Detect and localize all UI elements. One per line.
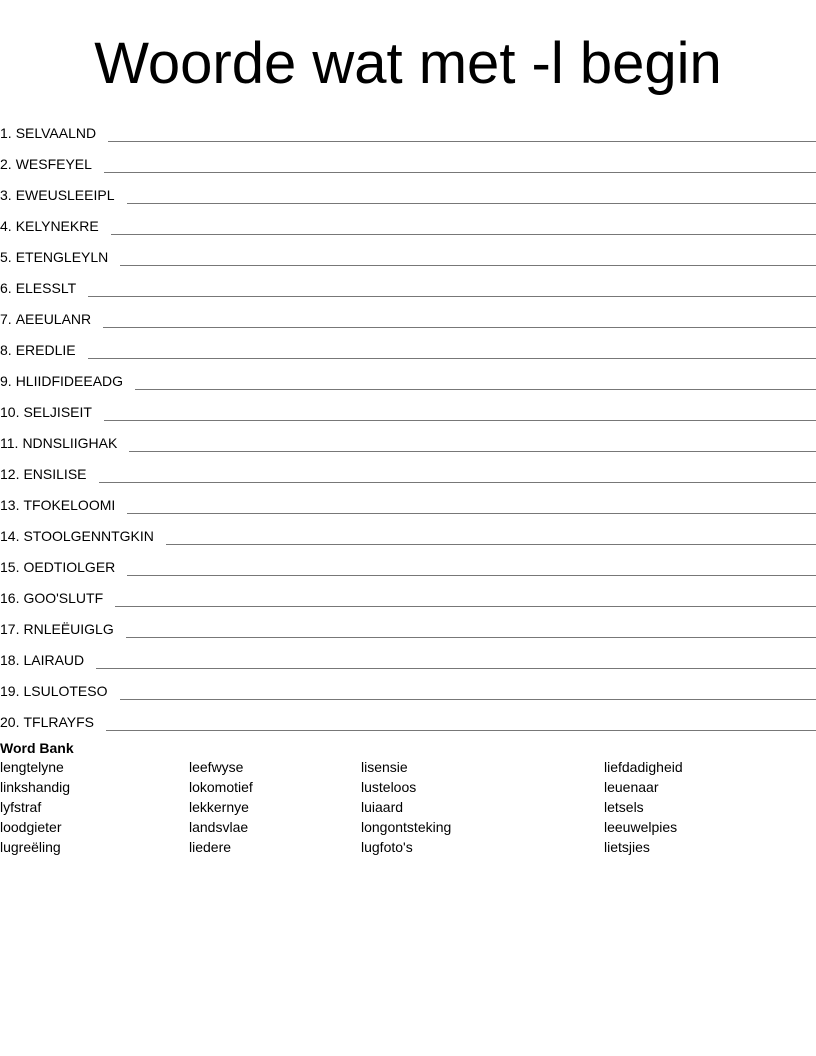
scrambled-word: GOO'SLUTF: [23, 590, 104, 606]
scrambled-word: EREDLIE: [15, 342, 76, 358]
worksheet-title: Woorde wat met -l begin: [94, 31, 722, 96]
question-number: 10.: [0, 404, 20, 420]
word-bank-word: lisensie: [361, 759, 408, 775]
question-number: 11.: [0, 435, 19, 451]
answer-line[interactable]: [127, 512, 816, 514]
scrambled-word: RNLEËUIGLG: [23, 621, 114, 637]
question-row: [0, 514, 816, 545]
question-label: [0, 280, 76, 297]
word-bank: [0, 739, 816, 857]
question-number: 5.: [0, 249, 12, 265]
question-label: [0, 497, 115, 514]
answer-line[interactable]: [88, 357, 816, 359]
answer-line[interactable]: [104, 419, 816, 421]
question-label: [0, 156, 92, 173]
answer-line[interactable]: [111, 233, 816, 235]
question-row: [0, 452, 816, 483]
word-bank-word: linkshandig: [0, 779, 71, 795]
question-label: [0, 404, 92, 421]
question-row: [0, 235, 816, 266]
question-row: [0, 173, 816, 204]
scrambled-word: LAIRAUD: [23, 652, 85, 668]
question-row: [0, 607, 816, 638]
question-label: [0, 342, 76, 359]
answer-line[interactable]: [88, 295, 816, 297]
word-bank-column: [189, 757, 253, 857]
scrambled-word: TFLRAYFS: [23, 714, 94, 730]
question-label: [0, 714, 94, 731]
answer-line[interactable]: [135, 388, 816, 390]
answer-line[interactable]: [115, 605, 816, 607]
question-number: 14.: [0, 528, 20, 544]
answer-line[interactable]: [129, 450, 816, 452]
scrambled-word: OEDTIOLGER: [23, 559, 116, 575]
word-bank-word: leefwyse: [189, 759, 244, 775]
answer-line[interactable]: [106, 729, 816, 731]
scrambled-word: LSULOTESO: [23, 683, 108, 699]
question-label: [0, 683, 108, 700]
word-bank-word: lyfstraf: [0, 799, 42, 815]
scrambled-word: KELYNEKRE: [15, 218, 99, 234]
scrambled-word: HLIIDFIDEEADG: [15, 373, 124, 389]
question-label: [0, 311, 91, 328]
question-row: [0, 545, 816, 576]
word-bank-column: [604, 757, 683, 857]
question-row: [0, 142, 816, 173]
answer-line[interactable]: [104, 171, 816, 173]
question-number: 18.: [0, 652, 20, 668]
question-number: 6.: [0, 280, 12, 296]
question-label: [0, 466, 87, 483]
word-bank-word: leuenaar: [604, 779, 659, 795]
question-row: [0, 638, 816, 669]
answer-line[interactable]: [127, 574, 816, 576]
scrambled-word: WESFEYEL: [15, 156, 92, 172]
word-bank-word: lugfoto's: [361, 839, 413, 855]
question-label: [0, 528, 154, 545]
question-row: [0, 483, 816, 514]
word-bank-word: letsels: [604, 799, 644, 815]
word-bank-word: lengtelyne: [0, 759, 64, 775]
scrambled-word: EWEUSLEEIPL: [15, 187, 115, 203]
answer-line[interactable]: [126, 636, 816, 638]
word-bank-column: [361, 757, 451, 857]
question-row: [0, 359, 816, 390]
word-bank-heading: Word Bank: [0, 740, 74, 756]
question-label: [0, 125, 96, 142]
word-bank-grid: [0, 757, 816, 857]
answer-line[interactable]: [120, 698, 816, 700]
word-bank-word: lugreëling: [0, 839, 61, 855]
scrambled-word: SELVAALND: [15, 125, 97, 141]
question-number: 9.: [0, 373, 12, 389]
word-bank-word: lekkernye: [189, 799, 249, 815]
answer-line[interactable]: [96, 667, 816, 669]
question-row: [0, 700, 816, 731]
word-bank-word: longontsteking: [361, 819, 452, 835]
question-number: 7.: [0, 311, 12, 327]
word-bank-word: lokomotief: [189, 779, 253, 795]
question-row: [0, 421, 816, 452]
question-label: [0, 373, 123, 390]
question-label: [0, 559, 115, 576]
word-bank-word: leeuwelpies: [604, 819, 678, 835]
question-number: 8.: [0, 342, 12, 358]
answer-line[interactable]: [127, 202, 816, 204]
word-bank-word: lietsjies: [604, 839, 650, 855]
word-bank-word: liefdadigheid: [604, 759, 683, 775]
word-bank-word: landsvlae: [189, 819, 249, 835]
scrambled-word: NDNSLIIGHAK: [22, 435, 118, 451]
question-label: [0, 187, 115, 204]
question-number: 16.: [0, 590, 20, 606]
scrambled-word: TFOKELOOMI: [23, 497, 116, 513]
question-row: [0, 204, 816, 235]
question-number: 4.: [0, 218, 12, 234]
scrambled-word: ETENGLEYLN: [15, 249, 109, 265]
question-row: [0, 328, 816, 359]
question-label: [0, 218, 99, 235]
word-bank-word: luiaard: [361, 799, 404, 815]
question-label: [0, 249, 108, 266]
question-number: 3.: [0, 187, 12, 203]
scrambled-word: ELESSLT: [15, 280, 77, 296]
answer-line[interactable]: [99, 481, 816, 483]
scrambled-word: STOOLGENNTGKIN: [23, 528, 154, 544]
question-number: 19.: [0, 683, 20, 699]
question-number: 17.: [0, 621, 20, 637]
answer-line[interactable]: [166, 543, 816, 545]
question-number: 12.: [0, 466, 20, 482]
question-label: [0, 652, 84, 669]
question-row: [0, 390, 816, 421]
answer-line[interactable]: [103, 326, 816, 328]
question-number: 20.: [0, 714, 20, 730]
question-label: [0, 590, 103, 607]
word-bank-word: liedere: [189, 839, 232, 855]
answer-line[interactable]: [120, 264, 816, 266]
word-bank-word: loodgieter: [0, 819, 62, 835]
question-row: [0, 669, 816, 700]
question-number: 2.: [0, 156, 12, 172]
scrambled-word: ENSILISE: [23, 466, 87, 482]
question-row: [0, 576, 816, 607]
scrambled-word: AEEULANR: [15, 311, 92, 327]
question-number: 1.: [0, 125, 12, 141]
scrambled-word: SELJISEIT: [23, 404, 92, 420]
question-number: 15.: [0, 559, 20, 575]
word-bank-column: [0, 757, 70, 857]
question-row: [0, 297, 816, 328]
question-row: [0, 266, 816, 297]
question-list: [0, 111, 816, 731]
question-label: [0, 621, 114, 638]
question-label: [0, 435, 117, 452]
question-number: 13.: [0, 497, 20, 513]
word-bank-word: lusteloos: [361, 779, 417, 795]
answer-line[interactable]: [108, 140, 816, 142]
question-row: [0, 111, 816, 142]
